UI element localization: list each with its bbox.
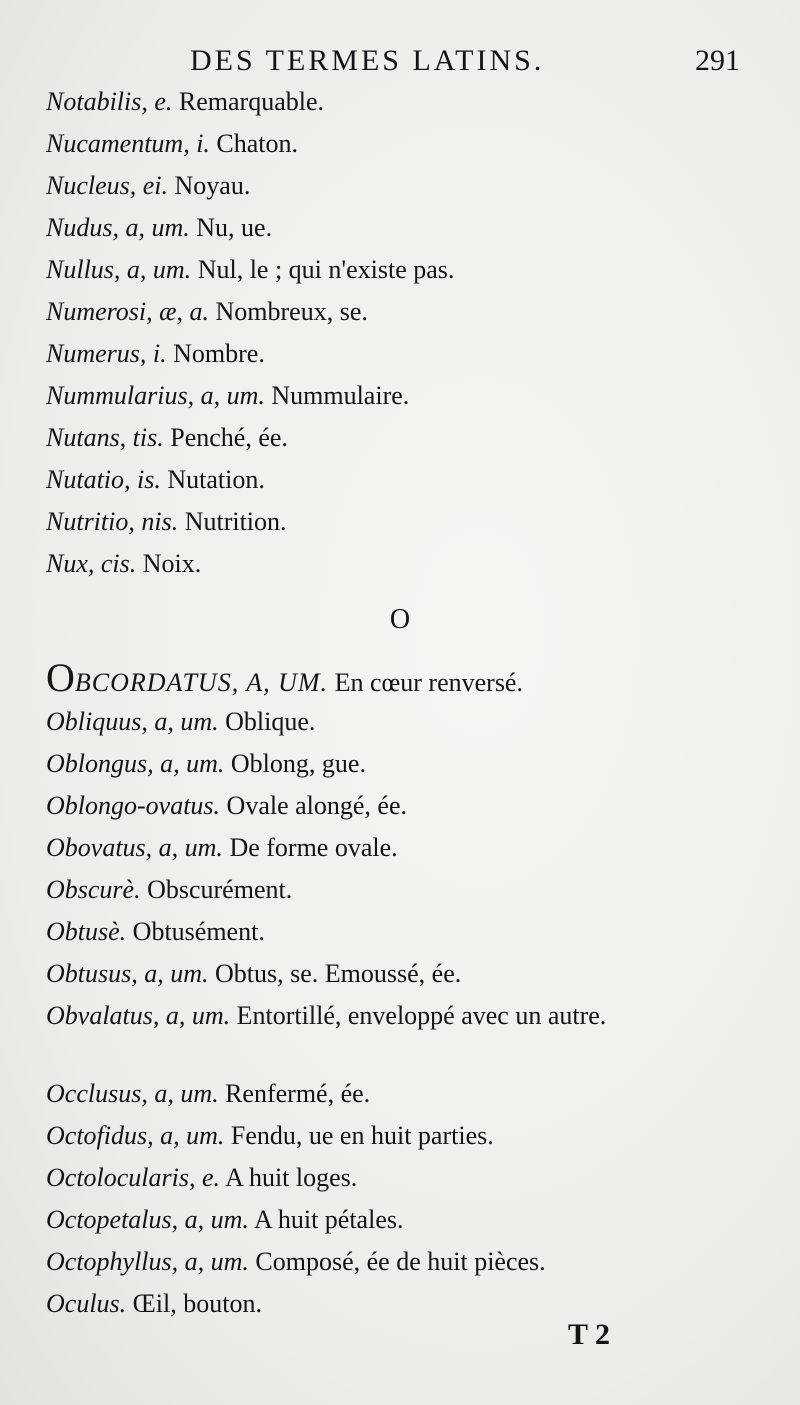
latin-term: Octophyllus, a, um. [46, 1247, 249, 1276]
glossary-entry [46, 956, 746, 992]
french-definition: De forme ovale. [229, 833, 398, 862]
french-definition: Obscurément. [147, 875, 293, 904]
latin-term: Nutans, tis. [46, 423, 164, 452]
french-definition: Fendu, ue en huit parties. [230, 1121, 494, 1150]
latin-term: Obovatus, a, um. [46, 833, 223, 862]
page-number: 291 [695, 44, 740, 77]
latin-term: Nullus, a, um. [46, 255, 192, 284]
glossary-entry [46, 378, 746, 414]
french-definition: Nombreux, se. [215, 297, 368, 326]
french-definition: Nutrition. [184, 507, 287, 536]
french-definition: Entortillé, enveloppé avec un autre. [236, 1001, 607, 1030]
latin-term: Nudus, a, um. [46, 213, 190, 242]
french-definition: Oblong, gue. [230, 749, 366, 778]
french-definition: Obtusément. [132, 917, 265, 946]
latin-term: Occlusus, a, um. [46, 1079, 219, 1108]
glossary-entry [46, 830, 746, 866]
french-definition: Oblique. [225, 707, 316, 736]
french-definition: Nummulaire. [271, 381, 410, 410]
latin-term: Nutritio, nis. [46, 507, 179, 536]
glossary-entry [46, 1076, 746, 1112]
section-heading-letter: O [389, 604, 411, 635]
french-definition: A huit loges. [225, 1163, 358, 1192]
glossary-entry-first [46, 655, 746, 701]
latin-term: Oblongus, a, um. [46, 749, 225, 778]
french-definition: Noyau. [174, 171, 251, 200]
french-definition: Chaton. [216, 129, 299, 158]
latin-term: Nucleus, ei. [46, 171, 169, 200]
french-definition: Penché, ée. [170, 423, 288, 452]
french-definition: Noix. [142, 549, 202, 578]
glossary-entry [46, 1160, 746, 1196]
french-definition: Nu, ue. [196, 213, 273, 242]
french-definition: Remarquable. [178, 87, 325, 116]
latin-term: Obvalatus, a, um. [46, 1001, 231, 1030]
french-definition: En cœur renversé. [334, 668, 523, 697]
glossary-entry [46, 1286, 746, 1322]
french-definition: A huit pétales. [254, 1205, 404, 1234]
glossary-entry [46, 998, 736, 1034]
glossary-entry [46, 914, 746, 950]
glossary-entry [46, 546, 746, 582]
running-title: DES TERMES LATINS. [190, 44, 545, 77]
latin-term: Nutatio, is. [46, 465, 161, 494]
latin-term: Obliquus, a, um. [46, 707, 219, 736]
french-definition: Renfermé, ée. [225, 1079, 371, 1108]
glossary-entry [46, 704, 746, 740]
glossary-entry [46, 1244, 746, 1280]
french-definition: Œil, bouton. [132, 1289, 262, 1318]
latin-term: Nucamentum, i. [46, 129, 210, 158]
glossary-entry [46, 746, 746, 782]
latin-term: Nummularius, a, um. [46, 381, 265, 410]
signature-mark: T 2 [568, 1318, 610, 1351]
glossary-entry [46, 420, 746, 456]
glossary-entry [46, 1202, 746, 1238]
glossary-entry [46, 462, 746, 498]
glossary-entry [46, 294, 746, 330]
glossary-entry [46, 788, 746, 824]
latin-term: Oculus. [46, 1289, 127, 1318]
drop-cap: O [46, 655, 75, 700]
french-definition: Nutation. [167, 465, 265, 494]
french-definition: Nombre. [173, 339, 265, 368]
latin-term: Nux, cis. [46, 549, 137, 578]
latin-term: Obscurè. [46, 875, 141, 904]
glossary-entry [46, 252, 746, 288]
latin-term: Numerus, i. [46, 339, 167, 368]
french-definition: Nul, le ; qui n'existe pas. [197, 255, 455, 284]
french-definition: Composé, ée de huit pièces. [255, 1247, 546, 1276]
latin-term: Notabilis, e. [46, 87, 173, 116]
glossary-entry [46, 210, 746, 246]
glossary-entry [46, 504, 746, 540]
glossary-entry [46, 1118, 746, 1154]
glossary-entry [46, 84, 746, 120]
latin-term: BCORDATUS, A, UM. [74, 668, 329, 697]
latin-term: Octopetalus, a, um. [46, 1205, 249, 1234]
latin-term: Octofidus, a, um. [46, 1121, 225, 1150]
latin-term: Oblongo-ovatus. [46, 791, 221, 820]
glossary-entry [46, 336, 746, 372]
glossary-entry [46, 126, 746, 162]
glossary-entry [46, 872, 746, 908]
glossary-entry [46, 168, 746, 204]
french-definition: Ovale alongé, ée. [226, 791, 408, 820]
french-definition: Obtus, se. Emoussé, ée. [215, 959, 462, 988]
latin-term: Numerosi, æ, a. [46, 297, 209, 326]
latin-term: Octolocularis, e. [46, 1163, 221, 1192]
latin-term: Obtusus, a, um. [46, 959, 209, 988]
latin-term: Obtusè. [46, 917, 127, 946]
page-header [0, 40, 800, 80]
